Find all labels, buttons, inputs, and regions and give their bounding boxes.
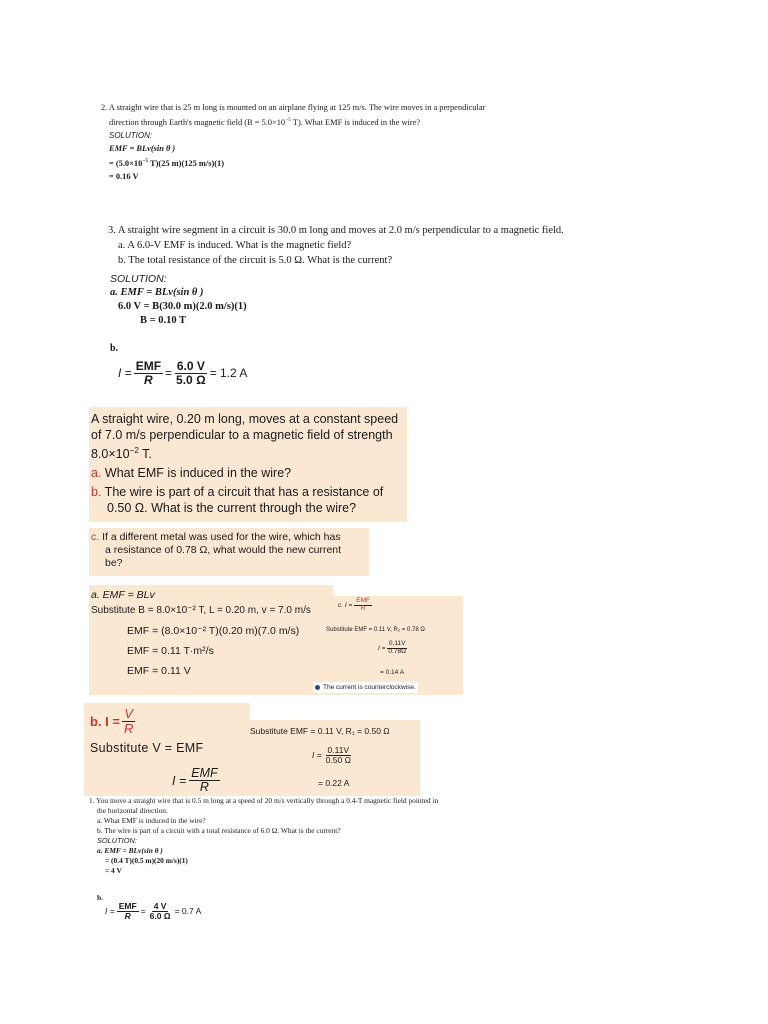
- fraction: $\frac{\text{EMF}}{R}$: [135, 359, 162, 387]
- problem-3-part-a: a. A 6.0-V EMF is induced. What is the magnetic field?: [118, 240, 352, 251]
- answer-a-substitute: Substitute B = 8.0×10⁻² T, L = 0.20 m, v = 7.0 m/s: [91, 605, 311, 616]
- question-c-box: c. If a different metal was used for the wire, which has a resistance of 0.78 Ω, what would the new current be?: [89, 528, 369, 576]
- problem-1-equation: I = $\frac{\text{EMF}}{R}$ = $\frac{4 V}{6.0 \Omega}$ = 0.7 A: [105, 901, 202, 921]
- problem-1-line2: the horizontal direction.: [97, 806, 168, 815]
- solution-step: B = 0.10 T: [140, 315, 187, 326]
- problem-3-part-b: b. The total resistance of the circuit is 5.0 Ω. What is the current?: [118, 255, 393, 266]
- problem-3-line1: 3. A straight wire segment in a circuit is 30.0 m long and moves at 2.0 m/s perpendicular to a magnetic field.: [108, 225, 564, 236]
- problem-1-part-b: b. The wire is part of a circuit with a total resistance of 6.0 Ω. What is the current?: [97, 826, 341, 835]
- question-a: a. What EMF is induced in the wire?: [91, 466, 292, 481]
- fraction: $\frac{4 V}{6.0 \Omega}$: [149, 901, 171, 921]
- solution-step: = 4 V: [105, 866, 122, 875]
- problem-2: [101, 101, 521, 183]
- problem-1: [89, 796, 489, 876]
- solution-step: a. EMF = BLv(sin θ ): [110, 287, 204, 298]
- solution-label: SOLUTION:: [97, 836, 137, 845]
- answer-c-substitute: Substitute EMF = 0.11 V, R₂ = 0.78 Ω: [326, 627, 425, 633]
- problem-1-part-a: a. What EMF is induced in the wire?: [97, 816, 206, 825]
- problem-text: A straight wire, 0.20 m long, moves at a constant speed: [91, 412, 399, 426]
- problem-2-line1: 2. A straight wire that is 25 m long is mounted on an airplane flying at 125 m/s. The wire moves in a perpendicular: [101, 103, 486, 112]
- solution-label: SOLUTION:: [110, 273, 167, 285]
- answer-c-note: The current is counterclockwise.: [313, 682, 418, 693]
- problem-1-b-label: b.: [97, 893, 104, 902]
- practice-problem-box: [89, 407, 407, 522]
- solution-step: 6.0 V = B(30.0 m)(2.0 m/s)(1): [118, 301, 247, 312]
- answer-a-box: [89, 585, 333, 695]
- answer-b-result-box: [250, 720, 420, 796]
- fraction: $\frac{V}{R}$: [123, 706, 134, 736]
- answer-c-formula: c. I = $\frac{\text{EMF}}{R}$: [338, 597, 371, 612]
- answer-b-step: I = $\frac{0.11V}{0.50 \Omega}$: [312, 745, 351, 765]
- question-c: c. If a different metal was used for the wire, which has: [91, 531, 341, 543]
- fraction: $\frac{0.11V}{0.78\Omega}$: [388, 640, 406, 655]
- solution-step: = ($5.0\times 10^{-5}$ T)(25 m)(125 m/s)(1): [109, 157, 225, 168]
- answer-c-result: = 0.14 A: [380, 669, 405, 676]
- solution-step: = 0.16 V: [109, 171, 139, 181]
- fraction: $\frac{6.0 V}{5.0 \Omega}$: [176, 359, 206, 387]
- fraction: $\frac{0.11V}{0.50 \Omega}$: [325, 745, 351, 765]
- answer-a-result: EMF = 0.11 V: [127, 665, 191, 677]
- solution-step: = (0.4 T)(0.5 m)(20 m/s)(1): [105, 856, 188, 865]
- problem-text: of 7.0 m/s perpendicular to a magnetic field of strength: [91, 428, 393, 442]
- problem-2-line2: direction through Earth's magnetic field ($B = 5.0\times 10^{-5}$ T). What EMF is induced in the wire?: [109, 117, 421, 127]
- answer-a-step: EMF = 0.11 T·m²/s: [127, 645, 214, 657]
- question-b-cont: 0.50 Ω. What is the current through the wire?: [107, 501, 357, 516]
- answer-b-box: [84, 703, 250, 796]
- problem-3-solution: [110, 272, 247, 328]
- solution-step: a. EMF = BLv(sin θ ): [97, 846, 163, 855]
- problem-text: $8.0\times 10^{-2}$ T.: [91, 446, 152, 462]
- answer-b-result: = 0.22 A: [318, 778, 350, 788]
- answer-a-formula: a. EMF = BLv: [91, 589, 155, 601]
- problem-3-equation: I = $\frac{\text{EMF}}{R}$ = $\frac{6.0 V}{5.0 \Omega}$ = 1.2 A: [118, 359, 248, 387]
- question-b: b. The wire is part of a circuit that has a resistance of: [91, 485, 384, 500]
- answer-c-box: [323, 596, 463, 695]
- fraction: $\frac{\text{EMF}}{R}$: [118, 901, 137, 921]
- solution-label: SOLUTION:: [109, 130, 153, 140]
- answer-b-substitute: Substitute EMF = 0.11 V, R₁ = 0.50 Ω: [250, 726, 390, 736]
- answer-b-formula: b. I = $\frac{V}{R}$: [90, 706, 134, 736]
- problem-3-b-label: b.: [110, 343, 119, 354]
- bullet-icon: [315, 685, 320, 690]
- fraction: $\frac{\text{EMF}}{R}$: [191, 766, 218, 795]
- problem-1-line1: 1. You move a straight wire that is 0.5 m long at a speed of 20 m/s vertically through a 0.4-T magnetic field pointed in: [89, 796, 439, 805]
- answer-b-step: I = $\frac{\text{EMF}}{R}$: [172, 766, 218, 795]
- answer-b-substitute: Substitute V = EMF: [90, 741, 204, 755]
- fraction: $\frac{\text{EMF}}{R}$: [356, 597, 371, 612]
- solution-step: EMF = BLv(sin θ ): [109, 143, 176, 153]
- problem-3: [108, 223, 588, 268]
- answer-a-step: EMF = (8.0×10⁻² T)(0.20 m)(7.0 m/s): [127, 625, 300, 637]
- answer-c-step: I = $\frac{0.11V}{0.78\Omega}$: [378, 640, 406, 655]
